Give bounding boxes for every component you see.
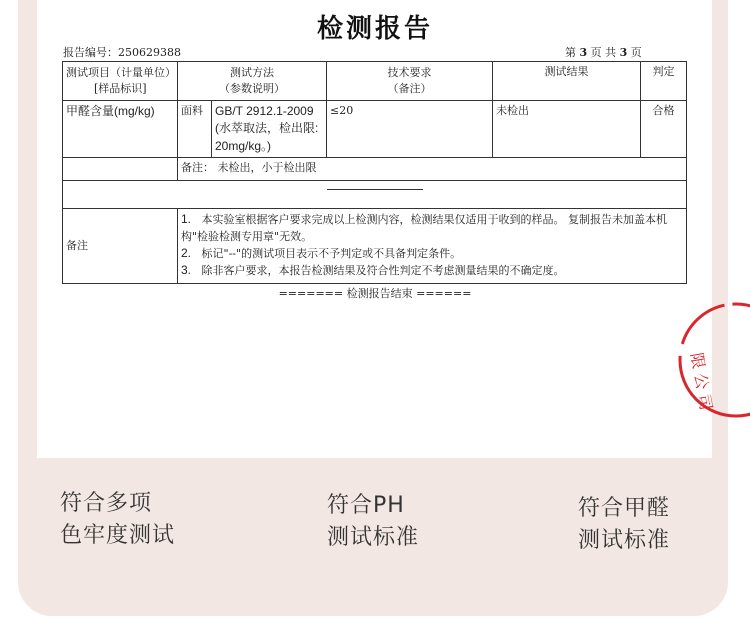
remarks-content [178,209,687,284]
remark-item: 3. 除非客户要求，本报告检测结果及符合性判定不考虑测量结果的不确定度。 [181,262,565,277]
remark-item: 2. 标记"--"的测试项目表示不予判定或不具备判定条件。 [181,245,462,260]
remark-item: 1. 本实验室根据客户要求完成以上检测内容，检测结果仅适用于收到的样品。 复制报告未加盖本机构"检验检测专用章"无效。 [181,212,668,243]
feature-formaldehyde-standard: 符合甲醛 测试标准 [578,496,671,553]
header-requirement: 技术要求 （备注） [327,62,493,101]
page-indicator: 第 3 页 共 3 页 [565,46,642,59]
cell-method: GB/T 2912.1-2009 (水萃取法，检出限: 20mg/kg。) [212,101,327,158]
feature-colorfastness: 符合多项 色牢度测试 [60,491,176,548]
row-note: 备注： 未检出，小于检出限 [178,158,687,181]
header-test-item: 测试项目（计量单位） [样品标识] [63,62,178,101]
header-verdict: 判定 [641,62,687,101]
header-test-method: 测试方法 （参数说明） [178,62,327,101]
test-results-table [62,61,687,284]
header-result: 测试结果 [493,62,641,101]
remarks-row [63,209,687,284]
cell-result: 未检出 [493,101,641,158]
report-number: 报告编号：250629388 [63,46,181,59]
report-title: 检测报告 [316,14,433,44]
placeholder-dash [327,189,423,190]
cell-requirement: ≤20 [327,101,493,158]
table-note-row [63,158,687,181]
remarks-label: 备注 [63,209,178,284]
table-row [63,101,687,158]
table-empty-row [63,181,687,209]
svg-text:限 公 司: 限 公 司 [686,351,716,412]
table-header-row [63,62,687,101]
cell-test-item: 甲醛含量(mg/kg) [63,101,178,158]
report-end-marker: ======= 检测报告结束 ====== [278,287,472,300]
cell-sample: 面料 [178,101,212,158]
cell-verdict: 合格 [641,101,687,158]
feature-ph-standard: 符合PH 测试标准 [327,493,420,550]
official-seal-stamp [676,300,750,420]
